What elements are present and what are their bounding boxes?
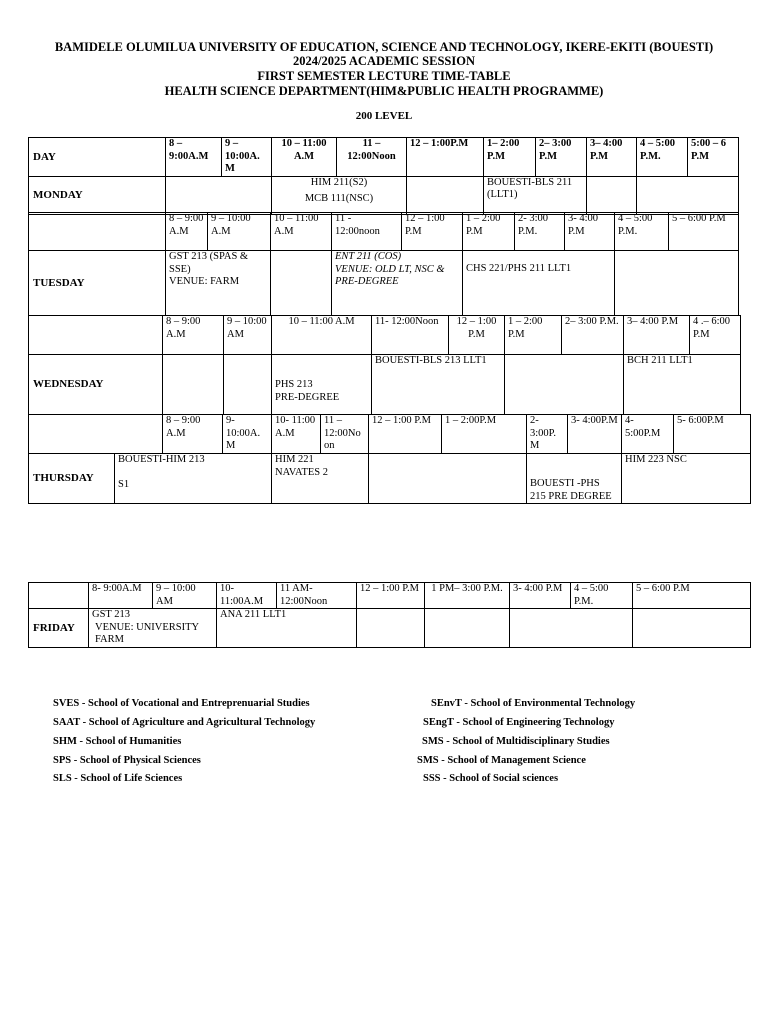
day-header: DAY [29, 138, 166, 177]
course-bls211: BOUESTI-BLS 211 (LLT1) [484, 176, 587, 214]
time-header: 10- 11:00 A.M [272, 415, 321, 454]
time-header: 5 – 6:00 P.M [669, 213, 739, 251]
time-header: 3- 4:00 P.M [510, 583, 571, 609]
course-him221-code: HIM 221 [275, 454, 314, 465]
timetable-tuesday [28, 212, 739, 316]
course-ent211-venue: VENUE: OLD LT, NSC & PRE-DEGREE [335, 263, 445, 287]
time-header: 3– 4:00 P.M [587, 138, 637, 177]
time-header: 12 – 1:00 P.M [369, 415, 442, 454]
legend-shm: SHM - School of Humanities [53, 736, 182, 747]
header-university: BAMIDELE OLUMILUA UNIVERSITY OF EDUCATION, SCIENCE AND TECHNOLOGY, IKERE-EKITI (BOUESTI) [54, 40, 714, 54]
time-header: 8 – 9:00 A.M [163, 316, 224, 355]
empty-cell [369, 454, 527, 504]
time-header: 8 – 9:00 A.M [163, 415, 223, 454]
course-phs213 [272, 355, 372, 415]
time-header: 2- 3:00 P.M. [515, 213, 565, 251]
empty-cell [505, 355, 624, 415]
time-header: 9- 10:00A. M [223, 415, 272, 454]
time-header: 11- 12:00Noon [372, 316, 449, 355]
course-him211: HIM 211(S2) [310, 176, 368, 188]
legend-sengt: SEngT - School of Engineering Technology [423, 717, 615, 728]
time-header: 2– 3:00 P.M [536, 138, 587, 177]
time-header: 10 – 11:00 A.M [272, 316, 372, 355]
course-cell [272, 176, 407, 214]
empty-cell [29, 583, 89, 609]
course-him213-venue: S1 [118, 478, 130, 490]
course-phs213-code: PHS 213 [275, 379, 313, 390]
time-header: 2- 3:00P. M [527, 415, 568, 454]
time-header: 4 – 5:00 P.M. [571, 583, 633, 609]
legend-sves: SVES - School of Vocational and Entreprenuarial Studies [53, 698, 310, 709]
day-label-tuesday: TUESDAY [29, 251, 166, 316]
time-header: 1 – 2:00P.M [442, 415, 527, 454]
time-header: 4 – 5:00 P.M. [615, 213, 669, 251]
course-mcb111: MCB 111(NSC) [304, 193, 374, 204]
day-label-friday: FRIDAY [29, 609, 89, 648]
course-phs213-venue: PRE-DEGREE [275, 391, 340, 403]
time-header: 1 – 2:00 P.M [505, 316, 562, 355]
time-header: 1 PM– 3:00 P.M. [425, 583, 510, 609]
course-gst213-venue: VENUE: UNIVERSITY FARM [95, 621, 199, 645]
legend-sms-multidisciplinary: SMS - School of Multidisciplinary Studies [422, 736, 610, 747]
course-gst213-code: GST 213 (SPAS & SSE) [169, 251, 249, 275]
course-phs215 [527, 454, 622, 504]
time-header: 12 – 1:00P.M [407, 138, 484, 177]
level-label: 200 LEVEL [355, 110, 413, 122]
time-header: 11 AM- 12:00Noon [277, 583, 357, 609]
time-header: 3- 4:00P.M [568, 415, 622, 454]
course-gst213-venue: VENUE: FARM [169, 276, 240, 287]
course-ana211: ANA 211 LLT1 [217, 609, 357, 648]
empty-cell [407, 176, 484, 214]
legend-sls: SLS - School of Life Sciences [53, 773, 183, 784]
course-gst213-code: GST 213 [92, 609, 131, 620]
empty-cell [633, 609, 751, 648]
timetable-monday [28, 137, 739, 215]
course-him213-code: BOUESTI-HIM 213 [118, 454, 205, 465]
time-header: 5:00 – 6 P.M [688, 138, 739, 177]
header-session: 2024/2025 ACADEMIC SESSION [293, 54, 475, 68]
time-header: 10 – 11:00 A.M [271, 213, 332, 251]
time-header: 9 – 10:00 AM [224, 316, 272, 355]
time-header: 5 – 6:00 P.M [633, 583, 751, 609]
time-header: 5- 6:00P.M [674, 415, 751, 454]
course-him213 [115, 454, 272, 504]
time-header: 9 – 10:00 AM [153, 583, 217, 609]
time-header: 8 – 9:00A.M [166, 138, 222, 177]
time-header: 1– 2:00 P.M [484, 138, 536, 177]
course-him221 [272, 454, 369, 504]
time-header: 8 – 9:00 A.M [166, 213, 208, 251]
legend-sms-management: SMS - School of Management Science [417, 755, 586, 766]
legend-saat: SAAT - School of Agriculture and Agricultural Technology [53, 717, 316, 728]
empty-cell [166, 176, 272, 214]
time-header: 4- 5:00P.M [622, 415, 674, 454]
header-title: FIRST SEMESTER LECTURE TIME-TABLE [257, 69, 511, 83]
course-bch211: BCH 211 LLT1 [624, 355, 741, 415]
course-him221-venue: NAVATES 2 [275, 466, 329, 478]
time-header: 12 – 1:00 P.M [449, 316, 505, 355]
course-chs221-text: CHS 221/PHS 211 LLT1 [466, 263, 572, 274]
time-header: 10- 11:00A.M [217, 583, 277, 609]
legend-sps: SPS - School of Physical Sciences [53, 755, 201, 766]
course-ent211-code: ENT 211 (COS) [335, 251, 402, 262]
legend-senvt: SEnvT - School of Environmental Technology [431, 698, 636, 709]
empty-cell [224, 355, 272, 415]
empty-cell [615, 251, 739, 316]
empty-cell [637, 176, 739, 214]
course-chs221 [463, 251, 615, 316]
timetable-friday [28, 582, 751, 648]
time-header: 12 – 1:00 P.M [402, 213, 463, 251]
time-header: 3– 4:00 P.M [624, 316, 690, 355]
time-header: 3- 4:00 P.M [565, 213, 615, 251]
course-ent211 [332, 251, 463, 316]
empty-cell [510, 609, 633, 648]
time-header: 2– 3:00 P.M. [562, 316, 624, 355]
empty-cell [29, 213, 166, 251]
course-gst213 [89, 609, 217, 648]
course-phs215-text: BOUESTI -PHS 215 PRE DEGREE [530, 478, 612, 502]
course-him223: HIM 223 NSC [622, 454, 751, 504]
time-header: 1 – 2:00 P.M [463, 213, 515, 251]
day-label-thursday: THURSDAY [29, 454, 115, 504]
timetable-thursday [28, 414, 751, 504]
empty-cell [587, 176, 637, 214]
time-header: 8- 9:00A.M [89, 583, 153, 609]
header-department: HEALTH SCIENCE DEPARTMENT(HIM&PUBLIC HEALTH PROGRAMME) [164, 84, 604, 98]
time-header: 4 – 5:00 P.M. [637, 138, 688, 177]
day-label-monday: MONDAY [29, 176, 166, 214]
empty-cell [425, 609, 510, 648]
empty-cell [357, 609, 425, 648]
time-header: 9 – 10:00A. M [222, 138, 272, 177]
time-header: 11 – 12:00Noon [337, 138, 407, 177]
time-header: 9 – 10:00 A.M [208, 213, 271, 251]
time-header: 11 - 12:00noon [332, 213, 402, 251]
empty-cell [29, 316, 163, 355]
timetable-wednesday [28, 315, 741, 415]
day-label-wednesday: WEDNESDAY [29, 355, 163, 415]
empty-cell [163, 355, 224, 415]
time-header: 11 – 12:00No on [321, 415, 369, 454]
course-bls213: BOUESTI-BLS 213 LLT1 [372, 355, 505, 415]
empty-cell [29, 415, 163, 454]
course-gst213 [166, 251, 271, 316]
time-header: 12 – 1:00 P.M [357, 583, 425, 609]
empty-cell [271, 251, 332, 316]
legend-sss: SSS - School of Social sciences [423, 773, 559, 784]
time-header: 10 – 11:00 A.M [272, 138, 337, 177]
time-header: 4 .– 6:00 P.M [690, 316, 741, 355]
